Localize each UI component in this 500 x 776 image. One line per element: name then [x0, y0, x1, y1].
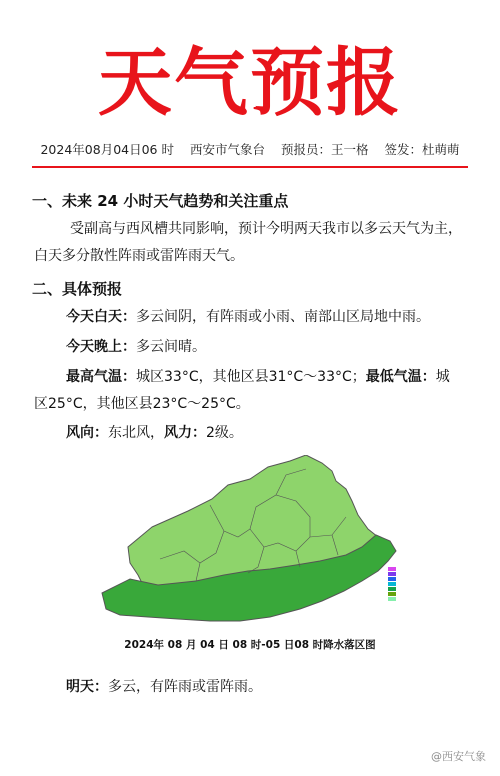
wind-dir-label: 风向：: [66, 425, 108, 441]
legend-swatch: [388, 567, 396, 571]
legend-swatch: [388, 592, 396, 596]
legend-swatch: [388, 572, 396, 576]
max-temp-text: 城区33°C，其他区县31°C～33°C；: [136, 369, 366, 385]
legend-swatch: [388, 582, 396, 586]
forecast-night-label: 今天晚上：: [66, 339, 136, 355]
forecast-tomorrow: [66, 676, 262, 696]
forecast-wind: [66, 420, 470, 447]
forecast-night: [66, 334, 470, 361]
legend-swatch: [388, 587, 396, 591]
wind-force-label: 风力：: [164, 425, 206, 441]
issue-station: 西安市气象台: [189, 142, 265, 157]
issue-datetime: 2024年08月04日06 时: [40, 142, 174, 157]
watermark: @西安气象: [431, 750, 486, 763]
map-caption: 2024年 08 月 04 日 08 时-05 日08 时降水落区图: [124, 639, 376, 651]
precipitation-map: [100, 455, 410, 630]
red-divider: [32, 166, 468, 168]
max-temp-label: 最高气温：: [66, 369, 136, 385]
page-title: 天气预报: [98, 40, 402, 126]
forecast-day-label: 今天白天：: [66, 309, 136, 325]
min-temp-text-2: 区25°C，其他区县23°C～25°C。: [34, 396, 250, 412]
wind-dir-text: 东北风，: [108, 425, 164, 441]
wind-force-text: 2级。: [206, 425, 243, 441]
section2-heading: 二、具体预报: [32, 280, 123, 298]
forecast-day: [66, 304, 470, 331]
issue-meta: [0, 140, 500, 158]
issue-forecaster: 预报员：王一格: [280, 142, 369, 157]
min-temp-text-1: 城: [435, 369, 450, 385]
min-temp-label: 最低气温：: [365, 369, 436, 385]
map-legend: [388, 567, 396, 601]
forecast-night-text: 多云间晴。: [136, 339, 206, 355]
forecast-temperature-cont: [34, 391, 438, 418]
section1-body: 受副高与西风槽共同影响，预计今明两天我市以多云天气为主，白天多分散性阵雨或雷阵雨天气。: [34, 221, 462, 264]
forecast-temperature: [66, 364, 470, 391]
section1-heading: 一、未来 24 小时天气趋势和关注重点: [32, 192, 289, 210]
tomorrow-text: 多云，有阵雨或雷阵雨。: [108, 679, 262, 695]
legend-swatch: [388, 597, 396, 601]
tomorrow-label: 明天：: [66, 679, 108, 695]
issue-signer: 签发：杜萌萌: [384, 142, 460, 157]
legend-swatch: [388, 577, 396, 581]
forecast-day-text: 多云间阴，有阵雨或小雨、南部山区局地中雨。: [136, 309, 430, 325]
